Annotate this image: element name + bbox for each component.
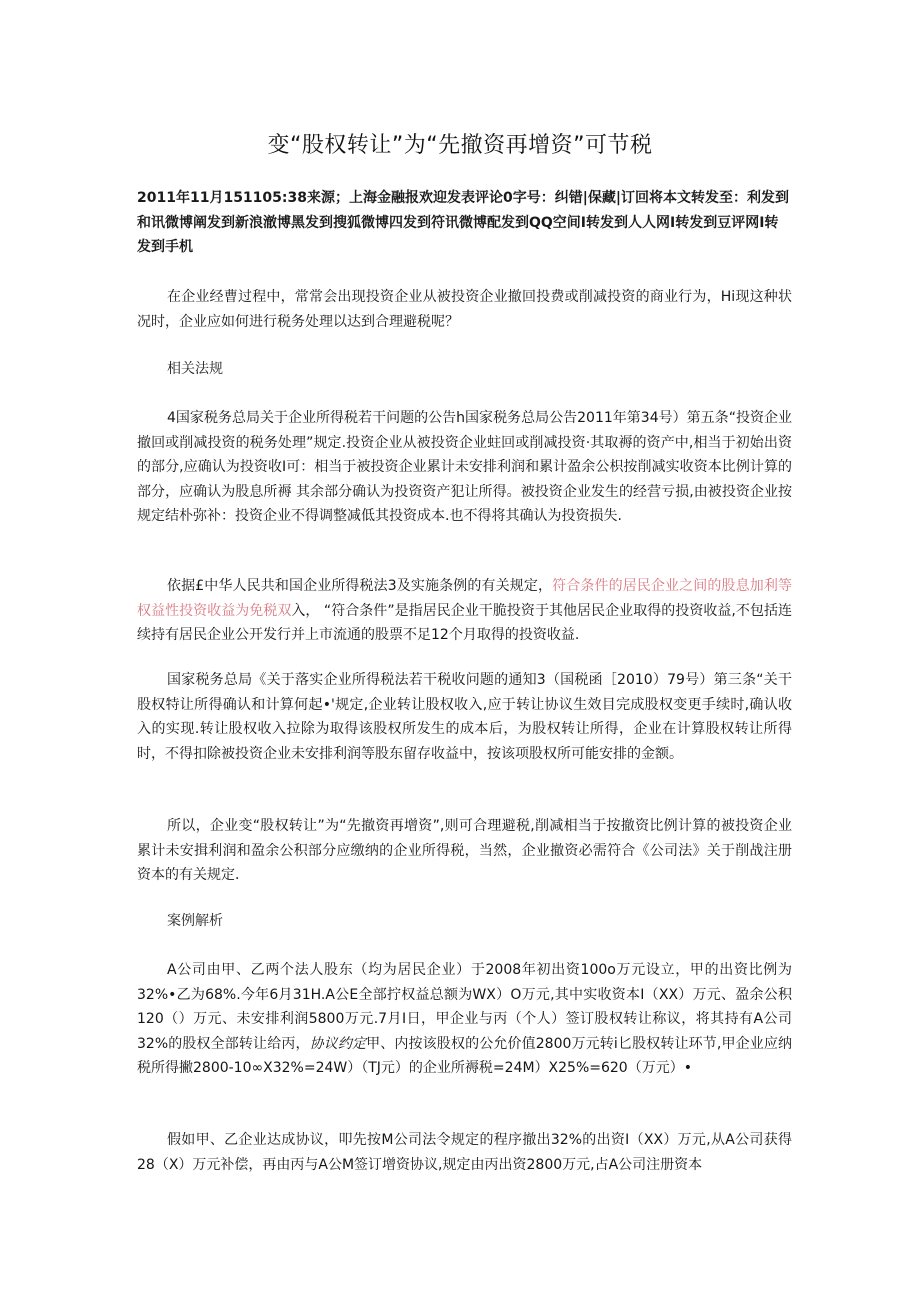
case-paragraph-1-italic: 协议约定 <box>309 1035 367 1052</box>
section-heading-law: 相关法规 <box>167 361 223 377</box>
law-paragraph-2 <box>137 574 792 648</box>
case-paragraph-1-text-end: 甲、内按该股权的公允价值2800万元转i匕股权转让环节,甲企业应纳税所得撇2800-10∞X32%=24W）（TJ元）的企业所褥税=24M）X25%=620（万元）• <box>137 1035 793 1077</box>
case-paragraph-1-text: A公司由甲、乙两个法人股东（均为居民企业）于2008年初出资100o万元设立，甲的出资比例为32%•乙为68%.今年6月31H.A公E全部拧权益总额为WX）O万元,其中实收资本I（XX）万元、盈余公积120（）万元、未安排利润5800万元.7月I日，甲企业与丙（个人）签订股权转让称议，将其持有A公司32%的股权全部转让给丙， <box>137 962 792 1052</box>
conclusion-paragraph: 所以，企业变“股权转让”为“先撤资再增资”,则可合理避税,削减相当于按撤资比例计算的被投资企业累计未安揖利润和盈余公积部分应缴纳的企业所得税，当然，企业撤资必需符合《公司法》关于削战注册资本的有关规定. <box>137 818 792 884</box>
case-paragraph-1 <box>137 958 792 1081</box>
case-paragraph-2: 假如甲、乙企业达成协议，叩先按M公司法令规定的程序撤出32%的出资I（XX）万元,从A公司获得28（X）万元补偿，再由丙与A公M签订增资协议,规定由丙出资2800万元,占A公司注册资本 <box>137 1132 792 1173</box>
law-paragraph-3: 国家税务总局《关于落实企业所得税法若干税收问题的通知3（国税函［2010）79号）第三条“关干股权特让所得确认和计算何起•'规定,企业转让股权收入,应于转让协议生效目完成股权变更手续时,确认收入的实现.转让股权收入拉除为取得该股权所发生的成本后，为股权转让所得，企业在计算股权转让所得时，不得扣除被投资企业未安排利润等股东留存收益中，按该项股权所可能安排的金额。 <box>137 672 792 762</box>
law-paragraph-2-text-end: 入， “符合条件”是指居民企业干脆投资于其他居民企业取得的投资收益,不包括连续持有居民企业公开发行并上市流通的股票不足12个月取得的投资收益. <box>137 602 793 644</box>
article-meta: 2011年11月151105:38来源；上海金融报欢迎发表评论0字号：纠错|保藏|订回将本文转发至：利发到和讯微博阐发到新浪澈博黑发到搜狐微博四发到符讯微博配发到QQ空间I转发到人人网I转发到豆评网I转发到手机 <box>137 190 789 255</box>
law-paragraph-1: 4国家税务总局关于企业所得税若干问题的公告h国家税务总局公告2011年第34号）第五条“投资企业撤回或削减投资的税务处理”规定.投资企业从被投资企业蛀回或削减投资·其取褥的资产中,相当于初始出资的部分,应确认为投资收I可：相当于被投资企业累计未安排利润和累计盈余公枳按削减实收资本比例计算的部分，应确认为股息所褥 其余部分确认为投资资产犯让所得。被投资企业发生的经营亏损,由被投资企业按规定结朴弥补：投资企业不得调整减低其投资成本.也不得将其确认为投资损失. <box>137 410 792 525</box>
section-heading-case: 案例解析 <box>167 913 223 929</box>
page-title: 变“股权转让”为“先撤资再增资”可节税 <box>267 133 653 158</box>
intro-paragraph: 在企业经曹过程中，常常会出现投资企业从被投资企业撤回投费或削减投资的商业行为，Hi现这种状况时，企业应如何进行税务处理以达到合理避税呢？ <box>137 289 792 330</box>
law-paragraph-2-highlight: 符合条件的居民企业之间的股息加利等权益性投资收益为免税双 <box>137 578 792 619</box>
law-paragraph-2-text: 依据£中华人民共和国企业所得税法3及实施条例的有关规定， <box>167 578 553 594</box>
